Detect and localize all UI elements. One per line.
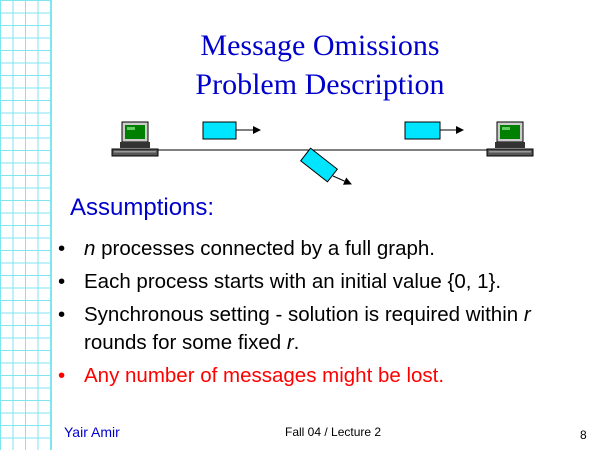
bullet-text: . [293,331,300,354]
bullet-icon: • [58,303,66,326]
bullet-text: processes connected by a full graph. [95,237,435,260]
computer-icon [487,122,533,156]
list-item [58,362,588,390]
bullet-text: Any number of messages might be lost. [84,364,445,387]
message-packet-icon [203,122,260,139]
computer-icon [112,122,158,156]
bullet-icon: • [58,364,66,387]
r-variable: r [286,331,294,354]
network-diagram [0,0,600,200]
assumptions-heading: Assumptions: [70,194,215,221]
footer-course: Fall 04 / Lecture 2 [285,425,382,439]
n-variable: n [84,237,96,260]
bullet-icon: • [58,237,66,260]
bullet-text: Synchronous setting - solution is required within [84,303,524,326]
footer-author: Yair Amir [64,424,120,440]
list-item [58,301,588,357]
assumptions-list [58,235,588,395]
title-line-2: Problem Description [195,68,445,101]
bullet-text: rounds for some fixed [84,331,287,354]
list-item [58,235,588,263]
bullet-icon: • [58,270,66,293]
title-line-1: Message Omissions [200,29,440,62]
page-number: 8 [580,428,587,442]
message-packet-icon [405,122,463,139]
lost-message-packet-icon [301,148,351,184]
list-item [58,268,588,296]
r-variable: r [523,303,531,326]
bullet-text: Each process starts with an initial value {0, 1}. [84,270,502,293]
